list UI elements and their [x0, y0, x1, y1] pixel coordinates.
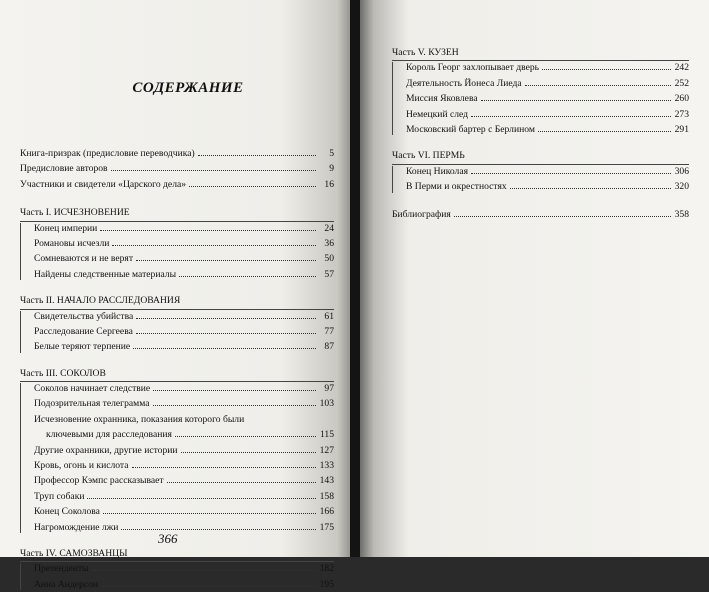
- dot-leader: [525, 84, 671, 86]
- toc-entry-page: 175: [319, 521, 334, 533]
- toc-entry-title: Конец Николая: [406, 165, 469, 177]
- toc-entry: [392, 60, 689, 75]
- toc-entry-title: Исчезновение охранника, показания которого были: [34, 413, 245, 425]
- toc-part-heading: Часть IV. САМОЗВАНЦЫ: [20, 547, 128, 559]
- toc-entry-page: 50: [324, 253, 334, 265]
- toc-entry-title: Конец Соколова: [34, 506, 100, 518]
- toc-entry: [20, 267, 334, 282]
- toc-entry-page: 87: [324, 341, 334, 353]
- toc-entry: [20, 221, 334, 236]
- toc-entry-title: Найдены следственные материалы: [34, 268, 177, 280]
- toc-entry-page: 260: [674, 93, 689, 105]
- dot-leader: [112, 244, 316, 246]
- page-number: 366: [158, 531, 178, 546]
- dot-leader: [510, 187, 671, 189]
- toc-part-entries: [392, 164, 689, 195]
- toc-entry-page: 242: [674, 62, 689, 74]
- toc-entry-page: 127: [319, 444, 334, 456]
- toc-entry-title: Московский бартер с Берлином: [406, 123, 535, 135]
- toc-left: [20, 146, 334, 592]
- dot-leader: [103, 512, 316, 514]
- toc-entry-page: 306: [674, 165, 689, 177]
- toc-part-entries: [392, 60, 689, 137]
- toc-entry-title: Предисловие авторов: [20, 163, 108, 175]
- toc-entry-title: Книга-призрак (предисловие переводчика): [20, 148, 195, 159]
- toc-entry-title: ключевыми для расследования: [46, 429, 172, 441]
- toc-entry-title: Белые теряют терпение: [34, 341, 131, 353]
- toc-right: [392, 45, 689, 222]
- dot-leader: [133, 347, 316, 349]
- toc-part-entries: [20, 561, 334, 592]
- toc-entry-page: 358: [674, 208, 689, 220]
- toc-entry-page: 133: [319, 460, 334, 472]
- toc-entry-title: Миссия Яковлева: [406, 93, 478, 105]
- dot-leader: [111, 169, 316, 171]
- toc-entry: [20, 412, 334, 427]
- toc-entry: [20, 443, 334, 458]
- dot-leader: [454, 215, 671, 217]
- dot-leader: [136, 259, 316, 261]
- toc-part-heading: Часть III. СОКОЛОВ: [20, 367, 106, 379]
- dot-leader: [471, 172, 671, 174]
- toc-entry: [20, 577, 334, 592]
- toc-entry-title: Труп собаки: [34, 490, 85, 502]
- toc-entry-title: Другие охранники, другие истории: [34, 444, 178, 456]
- toc-entry-page: 158: [319, 490, 334, 502]
- toc-entry-title: Участники и свидетели «Царского дела»: [20, 178, 187, 190]
- toc-part-entries: [20, 381, 334, 535]
- toc-entry-title: Король Георг захлопывает дверь: [406, 62, 540, 74]
- toc-entry: [20, 161, 334, 176]
- toc-entry-page: 16: [324, 178, 334, 190]
- toc-entry-page: 5: [329, 148, 334, 159]
- toc-entry: [392, 164, 689, 179]
- toc-entry-page: 97: [324, 383, 334, 395]
- toc-entry: [20, 339, 334, 354]
- toc-entry: [20, 146, 334, 161]
- dot-leader: [471, 115, 671, 117]
- toc-entry-title: Претенденты: [34, 563, 89, 575]
- dot-leader: [153, 404, 317, 406]
- toc-part-heading: Часть II. НАЧАЛО РАССЛЕДОВАНИЯ: [20, 295, 181, 307]
- toc-entry-title: В Перми и окрестностях: [406, 181, 507, 193]
- toc-entry-title: Сомневаются и не верят: [34, 253, 134, 265]
- toc-entry-title: Романовы исчезли: [34, 237, 110, 249]
- toc-entry-page: 9: [329, 163, 334, 175]
- toc-entry: [20, 236, 334, 251]
- toc-part: [20, 293, 334, 355]
- toc-entry-title: Свидетельства убийства: [34, 310, 134, 322]
- dot-leader: [189, 185, 316, 187]
- toc-part: [20, 205, 334, 282]
- dot-leader: [136, 332, 316, 334]
- toc-entry-title: Подозрительная телеграмма: [34, 398, 150, 410]
- toc-entry: [20, 504, 334, 519]
- toc-entry: [20, 473, 334, 488]
- dot-leader: [542, 68, 671, 70]
- dot-leader: [198, 154, 316, 156]
- toc-entry: [392, 91, 689, 106]
- toc-entry-page: 195: [319, 578, 334, 590]
- toc-entry-title: Деятельность Йонеса Лиеда: [406, 77, 522, 89]
- toc-entry-title: Библиография: [392, 208, 451, 220]
- toc-entry: [392, 122, 689, 137]
- toc-entry: [392, 107, 689, 122]
- left-page: [0, 0, 352, 590]
- toc-part: [20, 366, 334, 535]
- toc-part: [20, 546, 334, 592]
- toc-part-heading: Часть V. КУЗЕН: [392, 47, 459, 58]
- toc-entry-title: Профессор Кэмпс рассказывает: [34, 475, 164, 487]
- toc-entry-page: 103: [319, 398, 334, 410]
- toc-entry-page: 115: [319, 429, 334, 441]
- toc-part: [392, 45, 689, 137]
- toc-entry-page: 166: [319, 506, 334, 518]
- toc-entry-title: Анна Андерсон: [34, 578, 99, 590]
- toc-entry: [20, 489, 334, 504]
- dot-leader: [179, 275, 316, 277]
- page-title: СОДЕРЖАНИЕ: [132, 80, 244, 96]
- toc-entry: [20, 396, 334, 411]
- dot-leader: [132, 466, 316, 468]
- dot-leader: [153, 389, 316, 391]
- toc-entry-title: Кровь, огонь и кислота: [34, 460, 129, 472]
- dot-leader: [87, 497, 316, 499]
- toc-entry-title: Соколов начинает следствие: [34, 383, 151, 395]
- toc-entry-page: 182: [319, 563, 334, 575]
- toc-entry-page: 57: [324, 268, 334, 280]
- toc-entry-page: 143: [319, 475, 334, 487]
- dot-leader: [121, 528, 316, 530]
- dot-leader: [481, 99, 671, 101]
- toc-part-heading: Часть I. ИСЧЕЗНОВЕНИЕ: [20, 207, 130, 219]
- toc-entry-title: Конец империи: [34, 222, 98, 234]
- dot-leader: [101, 585, 316, 587]
- toc-entry-page: 252: [674, 77, 689, 89]
- toc-entry: [392, 76, 689, 91]
- toc-entry-page: 24: [324, 222, 334, 234]
- bibliography: [392, 207, 689, 222]
- toc-entry: [20, 309, 334, 324]
- toc-entry: [392, 207, 689, 222]
- toc-entry-title: Расследование Сергеева: [34, 325, 133, 337]
- toc-entry: [20, 381, 334, 396]
- toc-entry-page: 273: [674, 108, 689, 120]
- toc-entry-page: 36: [324, 237, 334, 249]
- toc-entry-page: 77: [324, 325, 334, 337]
- dot-leader: [100, 229, 316, 231]
- dot-leader: [538, 130, 671, 132]
- dot-leader: [136, 317, 316, 319]
- toc-part-heading: Часть VI. ПЕРМЬ: [392, 150, 465, 162]
- dot-leader: [91, 569, 316, 571]
- toc-part-entries: [20, 221, 334, 283]
- toc-entry-page: 320: [674, 181, 689, 193]
- toc-entry-title: Нагромождение лжи: [34, 521, 119, 533]
- toc-entry-page: 61: [324, 310, 334, 322]
- dot-leader: [175, 435, 316, 437]
- toc-entry: [20, 427, 334, 442]
- toc-part: [392, 148, 689, 194]
- toc-entry: [20, 251, 334, 266]
- dot-leader: [181, 451, 316, 453]
- toc-entry-page: 291: [674, 123, 689, 135]
- toc-entry: [392, 179, 689, 194]
- toc-entry: [20, 324, 334, 339]
- toc-entry-title: Немецкий след: [406, 108, 469, 120]
- toc-entry: [20, 177, 334, 192]
- toc-part-entries: [20, 309, 334, 355]
- toc-entry: [20, 458, 334, 473]
- toc-entry: [20, 561, 334, 576]
- dot-leader: [167, 481, 316, 483]
